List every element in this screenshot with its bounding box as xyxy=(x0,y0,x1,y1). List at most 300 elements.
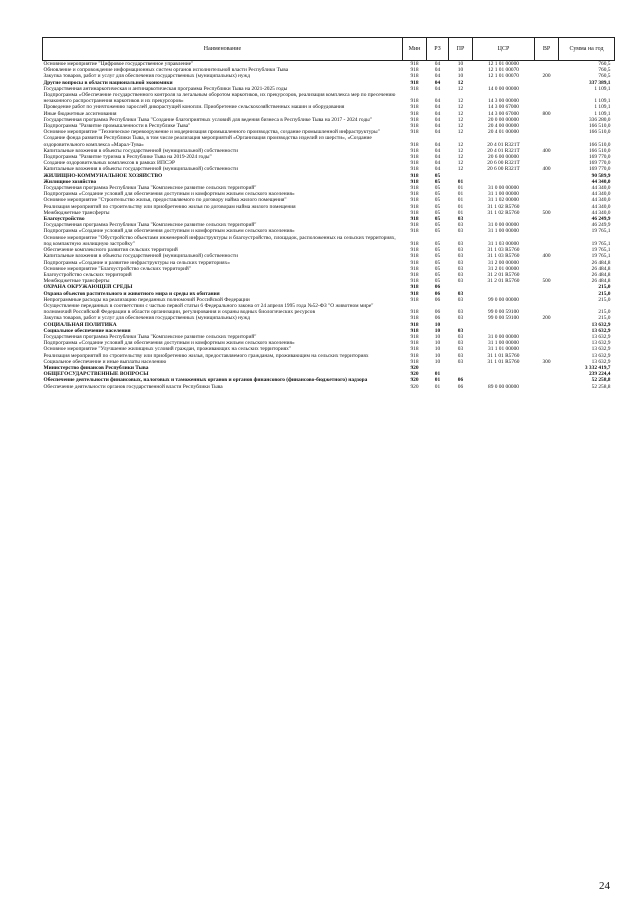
cell-pr: 12 xyxy=(457,141,464,148)
cell-vr xyxy=(535,61,559,68)
cell-min: 918 xyxy=(410,333,419,340)
cell-sum: 1 109,1 xyxy=(594,110,611,117)
header-csr: ЦСР xyxy=(473,38,535,61)
cell-min: 920 xyxy=(410,383,419,390)
cell-min: 918 xyxy=(410,73,419,80)
cell-pr: 03 xyxy=(457,228,464,235)
cell-min: 918 xyxy=(410,98,419,105)
cell-name: Подпрограмма «Создание и развитие инфраструктуры на сельских территориях» xyxy=(43,259,230,266)
cell-sum: 215,0 xyxy=(598,309,611,316)
cell-sum: 13 632,9 xyxy=(591,327,611,334)
cell-sum: 760,5 xyxy=(598,73,611,80)
cell-csr: 14 3 00 67000 xyxy=(488,110,519,117)
cell-min: 918 xyxy=(410,346,419,353)
cell-min: 918 xyxy=(410,166,419,173)
cell-sum: 52 258,8 xyxy=(591,383,611,390)
cell-csr: 20 6 00 00000 xyxy=(488,154,519,161)
cell-name: Непрограммные расходы на реализацию переданных полномочий Российской Федерации xyxy=(43,296,250,303)
cell-pr: 12 xyxy=(457,129,464,136)
cell-sum: 46 249,9 xyxy=(591,216,611,223)
cell-rz: 06 xyxy=(434,284,441,291)
cell-sum: 336 280,0 xyxy=(588,116,611,123)
cell-pr: 12 xyxy=(457,147,464,154)
cell-name: Подпрограмма «Создание условий для обеспечения доступным и комфортным жильем сельского населения» xyxy=(43,340,295,347)
cell-name: ЖИЛИЩНО-КОММУНАЛЬНОЕ ХОЗЯЙСТВО xyxy=(43,172,163,179)
cell-csr: 99 0 00 59100 xyxy=(488,309,519,316)
cell-min: 918 xyxy=(410,104,419,111)
cell-min: 918 xyxy=(410,321,419,328)
cell-min: 918 xyxy=(410,185,419,192)
page-number: 24 xyxy=(599,880,610,892)
cell-pr: 12 xyxy=(457,166,464,173)
cell-rz: 04 xyxy=(434,141,441,148)
cell-pr: 03 xyxy=(457,290,464,297)
cell-min: 918 xyxy=(410,327,419,334)
cell-name: ОБЩЕГОСУДАРСТВЕННЫЕ ВОПРОСЫ xyxy=(43,371,149,378)
cell-min: 918 xyxy=(410,110,419,117)
cell-pr: 03 xyxy=(457,327,464,334)
cell-min: 920 xyxy=(410,371,419,378)
cell-min: 918 xyxy=(410,309,419,316)
cell-csr: 31 1 01 R5760 xyxy=(487,352,520,359)
cell-pr: 12 xyxy=(457,98,464,105)
table-row xyxy=(43,61,615,68)
cell-min: 918 xyxy=(410,147,419,154)
cell-pr: 01 xyxy=(457,209,464,216)
cell-sum: 13 632,9 xyxy=(591,340,611,347)
cell-rz: 10 xyxy=(434,340,441,347)
cell-min: 920 xyxy=(410,364,419,371)
cell-min: 918 xyxy=(410,340,419,347)
cell-name: Закупка товаров, работ и услуг для обеспечения государственных (муниципальных) нужд xyxy=(43,73,251,80)
cell-min: 918 xyxy=(410,129,419,136)
cell-sum: 169 770,0 xyxy=(588,154,611,161)
cell-pr: 03 xyxy=(457,315,464,322)
cell-sum: 19 765,1 xyxy=(591,253,611,260)
cell-rz: 05 xyxy=(434,172,441,179)
cell-pr: 03 xyxy=(457,259,464,266)
cell-name: Основное мероприятие "Благоустройство сельских территорий" xyxy=(43,265,191,272)
cell-pr: 03 xyxy=(457,253,464,260)
cell-csr: 31 2 01 R5760 xyxy=(487,278,520,285)
cell-rz: 05 xyxy=(434,228,441,235)
cell-csr: 99 0 00 59100 xyxy=(488,315,519,322)
cell-name: Охрана объектов растительного и животного мира и среды их обитания xyxy=(43,290,220,297)
cell-pr: 03 xyxy=(457,296,464,303)
cell-min: 918 xyxy=(410,67,419,74)
cell-pr: 12 xyxy=(457,79,464,86)
cell-min: 918 xyxy=(410,358,419,365)
cell-name: Министерство финансов Республики Тыва xyxy=(43,364,149,371)
header-name: Наименование xyxy=(43,38,403,61)
cell-min: 918 xyxy=(410,85,419,92)
cell-csr: 31 1 03 R5760 xyxy=(487,247,520,254)
cell-rz: 04 xyxy=(434,73,441,80)
cell-pr: 03 xyxy=(457,222,464,229)
cell-name: Обновление и сопровождение информационных систем органов исполнительной власти Республики Тыва xyxy=(43,67,289,74)
cell-sum: 90 589,9 xyxy=(591,172,611,179)
cell-pr: 06 xyxy=(457,377,464,384)
cell-sum: 44 340,0 xyxy=(591,191,611,198)
cell-pr: 03 xyxy=(457,333,464,340)
cell-min: 918 xyxy=(410,116,419,123)
cell-vr xyxy=(535,135,559,147)
cell-csr: 14 3 00 00000 xyxy=(488,98,519,105)
cell-rz: 04 xyxy=(434,110,441,117)
cell-csr: 31 0 00 00000 xyxy=(488,333,519,340)
cell-csr: 12 1 01 00000 xyxy=(488,61,519,67)
cell-csr: 31 1 00 00000 xyxy=(488,340,519,347)
cell-rz: 10 xyxy=(434,321,441,328)
cell-rz: 04 xyxy=(434,154,441,161)
cell-sum: 1 109,1 xyxy=(594,104,611,111)
cell-min: 918 xyxy=(410,141,419,148)
cell-rz: 04 xyxy=(434,123,441,130)
cell-name: Обеспечение деятельности органов государственной власти Республики Тыва xyxy=(43,383,223,390)
cell-rz: 06 xyxy=(434,290,441,297)
cell-csr: 89 0 00 00000 xyxy=(488,383,519,390)
cell-rz: 05 xyxy=(434,185,441,192)
cell-csr: 20 6 00 R321T xyxy=(487,166,520,173)
cell-sum: 19 765,1 xyxy=(591,247,611,254)
cell-min: 918 xyxy=(410,197,419,204)
cell-name: Основное мероприятие "Обустройство объектами инженерной инфраструктуры и благоустройство, площадок, расположенных на сельских территориях, под компактную жилищную застройку" xyxy=(43,234,396,247)
cell-rz: 10 xyxy=(434,358,441,365)
cell-name: Социальное обеспечение населения xyxy=(43,327,131,334)
cell-vr: 400 xyxy=(542,147,551,154)
cell-min: 918 xyxy=(410,240,419,247)
cell-sum: 44 340,0 xyxy=(591,203,611,210)
cell-csr: 20 6 00 R321T xyxy=(487,160,520,167)
budget-table-container xyxy=(42,37,614,390)
cell-sum: 166 510,0 xyxy=(588,141,611,148)
cell-name: Капитальные вложения в объекты государственной (муниципальной) собственности xyxy=(43,166,238,173)
cell-pr: 03 xyxy=(457,247,464,254)
cell-pr: 01 xyxy=(457,191,464,198)
cell-rz: 04 xyxy=(434,104,441,111)
cell-rz: 05 xyxy=(434,209,441,216)
cell-rz: 10 xyxy=(434,352,441,359)
cell-pr: 12 xyxy=(457,110,464,117)
cell-pr: 12 xyxy=(457,123,464,130)
cell-rz: 01 xyxy=(434,377,441,384)
cell-pr: 12 xyxy=(457,104,464,111)
cell-sum: 13 632,9 xyxy=(591,321,611,328)
cell-name: Создание оздоровительных комплексов в рамках ИПСЭР xyxy=(43,160,175,167)
cell-sum: 166 510,0 xyxy=(588,129,611,136)
cell-min: 918 xyxy=(410,296,419,303)
table-row xyxy=(43,92,615,104)
cell-sum: 26 484,8 xyxy=(591,278,611,285)
cell-rz: 04 xyxy=(434,129,441,136)
cell-min: 918 xyxy=(410,271,419,278)
cell-rz: 06 xyxy=(434,309,441,316)
cell-sum: 166 510,0 xyxy=(588,147,611,154)
cell-csr: 20 4 01 R321T xyxy=(487,141,520,148)
cell-name: Жилищное хозяйство xyxy=(43,178,97,185)
cell-vr: 200 xyxy=(542,73,551,80)
table-row xyxy=(43,135,615,147)
cell-rz: 10 xyxy=(434,346,441,353)
cell-vr: 200 xyxy=(542,315,551,322)
cell-sum: 44 340,0 xyxy=(591,178,611,185)
cell-min: 918 xyxy=(410,315,419,322)
cell-pr: 01 xyxy=(457,197,464,204)
cell-pr: 03 xyxy=(457,352,464,359)
cell-sum: 13 632,9 xyxy=(591,352,611,359)
cell-pr: 10 xyxy=(457,61,464,67)
cell-rz: 04 xyxy=(434,147,441,154)
cell-name: Государственная программа Республики Тыва "Комплексное развитие сельских территорий" xyxy=(43,185,257,192)
cell-rz: 04 xyxy=(434,116,441,123)
cell-min: 918 xyxy=(410,123,419,130)
cell-csr: 14 0 00 00000 xyxy=(488,85,519,92)
cell-min: 918 xyxy=(410,61,419,67)
cell-name: Подпрограмма «Обеспечение государственного контроля за легальным оборотом наркотиков, их прекурсоров, реализация комплекса мер по пресечению незаконного распространения наркотиков и их прекурсоров» xyxy=(43,92,396,105)
cell-sum: 1 109,1 xyxy=(594,98,611,105)
cell-sum: 215,0 xyxy=(598,315,611,322)
cell-name: Другие вопросы в области национальной экономики xyxy=(43,79,173,86)
cell-sum: 26 484,8 xyxy=(591,271,611,278)
cell-pr: 12 xyxy=(457,85,464,92)
cell-pr: 03 xyxy=(457,265,464,272)
cell-rz: 05 xyxy=(434,247,441,254)
cell-rz: 05 xyxy=(434,259,441,266)
cell-min: 918 xyxy=(410,79,419,86)
cell-name: Межбюджетные трансферты xyxy=(43,209,110,216)
cell-min: 918 xyxy=(410,191,419,198)
cell-min: 918 xyxy=(410,178,419,185)
cell-vr xyxy=(535,303,559,315)
cell-sum: 13 632,9 xyxy=(591,333,611,340)
cell-vr xyxy=(535,384,559,390)
cell-pr: 01 xyxy=(457,185,464,192)
cell-csr: 31 0 00 00000 xyxy=(488,185,519,192)
cell-sum: 13 632,9 xyxy=(591,358,611,365)
cell-rz: 04 xyxy=(434,85,441,92)
cell-sum: 169 770,0 xyxy=(588,160,611,167)
cell-pr: 12 xyxy=(457,160,464,167)
cell-name: Создание фонда развития Республики Тыва, в том числе реализация мероприятий «Организация производства изделий из шерсти», «Создание оздоровительного комплекса «Марал-Тува» xyxy=(43,135,372,148)
cell-name: Государственная антинаркотическая и антинаркотическая программа Республики Тыва на 2021-2025 годы xyxy=(43,85,288,92)
cell-rz: 05 xyxy=(434,253,441,260)
cell-rz: 01 xyxy=(434,371,441,378)
header-sum: Сумма на год xyxy=(559,38,615,61)
cell-rz: 05 xyxy=(434,271,441,278)
cell-name: ОХРАНА ОКРУЖАЮЩЕЙ СРЕДЫ xyxy=(43,284,133,291)
cell-pr: 03 xyxy=(457,346,464,353)
cell-sum: 337 389,1 xyxy=(588,79,611,86)
cell-name: Обеспечение комплексного развития сельских территорий xyxy=(43,247,178,254)
cell-rz: 06 xyxy=(434,296,441,303)
cell-min: 918 xyxy=(410,265,419,272)
cell-rz: 05 xyxy=(434,278,441,285)
cell-name: Основное мероприятие "Техническое перевооружение и модернизация промышленного производства, создание промышленной инфраструктуры" xyxy=(43,129,380,136)
cell-sum: 26 484,8 xyxy=(591,265,611,272)
cell-vr: 800 xyxy=(542,110,551,117)
cell-sum: 44 340,0 xyxy=(591,185,611,192)
cell-sum: 46 249,9 xyxy=(591,222,611,229)
cell-pr: 01 xyxy=(457,203,464,210)
cell-vr xyxy=(535,235,559,247)
cell-csr: 31 1 01 00000 xyxy=(488,346,519,353)
cell-min: 918 xyxy=(410,290,419,297)
cell-min: 918 xyxy=(410,247,419,254)
cell-pr: 12 xyxy=(457,116,464,123)
cell-name: Социальное обеспечение и иные выплаты населению xyxy=(43,358,167,365)
cell-name: Осуществление переданных в соответствии с частью первой статьи 6 Федерального закона от 24 апреля 1995 года №52-ФЗ "О животном мире" полномочий Российской Федерации в области организации, регулирования и охраны водных биологических ресурсов xyxy=(43,302,374,316)
cell-pr: 03 xyxy=(457,309,464,316)
cell-min: 918 xyxy=(410,216,419,223)
cell-min: 918 xyxy=(410,253,419,260)
cell-rz: 04 xyxy=(434,98,441,105)
cell-vr xyxy=(535,92,559,104)
cell-name: Капитальные вложения в объекты государственной (муниципальной) собственности xyxy=(43,253,238,260)
cell-rz: 06 xyxy=(434,315,441,322)
cell-rz: 05 xyxy=(434,240,441,247)
cell-pr: 03 xyxy=(457,340,464,347)
cell-rz: 05 xyxy=(434,178,441,185)
cell-csr: 31 2 01 R5760 xyxy=(487,271,520,278)
cell-min: 918 xyxy=(410,284,419,291)
cell-rz: 10 xyxy=(434,333,441,340)
cell-name: Межбюджетные трансферты xyxy=(43,278,110,285)
cell-name: Подпрограмма "Развитие туризма в Республике Тыва на 2019-2024 годы" xyxy=(43,154,212,161)
cell-name: Подпрограмма «Создание условий для обеспечения доступным и комфортным жильем сельского населения» xyxy=(43,191,295,198)
cell-sum: 19 765,1 xyxy=(591,228,611,235)
cell-sum: 3 332 419,7 xyxy=(584,364,611,371)
cell-name: Реализация мероприятий по строительству или приобретению жилья, предоставляемого гражданам, проживающим на сельских территориях xyxy=(43,352,369,359)
cell-csr: 12 1 01 00070 xyxy=(488,67,519,74)
cell-min: 918 xyxy=(410,172,419,179)
cell-sum: 215,0 xyxy=(598,290,611,297)
cell-min: 918 xyxy=(410,154,419,161)
cell-rz: 01 xyxy=(434,383,441,390)
cell-csr: 31 1 02 R5760 xyxy=(487,203,520,210)
cell-csr: 31 2 01 00000 xyxy=(488,265,519,272)
cell-sum: 215,0 xyxy=(598,284,611,291)
cell-min: 918 xyxy=(410,228,419,235)
cell-sum: 52 258,8 xyxy=(591,377,611,384)
cell-csr: 14 3 00 67000 xyxy=(488,104,519,111)
cell-rz: 05 xyxy=(434,216,441,223)
cell-name: Капитальные вложения в объекты государственной (муниципальной) собственности xyxy=(43,147,238,154)
budget-table xyxy=(42,37,615,390)
cell-sum: 19 765,1 xyxy=(591,240,611,247)
cell-sum: 760,5 xyxy=(598,61,611,67)
cell-rz: 04 xyxy=(434,160,441,167)
cell-pr: 03 xyxy=(457,216,464,223)
cell-pr: 03 xyxy=(457,240,464,247)
cell-csr: 31 1 03 00000 xyxy=(488,240,519,247)
cell-name: Иные бюджетные ассигнования xyxy=(43,110,117,117)
cell-csr: 31 2 00 00000 xyxy=(488,259,519,266)
cell-sum: 13 632,9 xyxy=(591,346,611,353)
cell-rz: 04 xyxy=(434,61,441,67)
cell-rz: 04 xyxy=(434,67,441,74)
table-header-row xyxy=(43,38,615,61)
cell-csr: 20 4 01 00000 xyxy=(488,129,519,136)
cell-name: Закупка товаров, работ и услуг для обеспечения государственных (муниципальных) нужд xyxy=(43,315,251,322)
table-row xyxy=(43,235,615,247)
cell-min: 918 xyxy=(410,203,419,210)
cell-rz: 04 xyxy=(434,166,441,173)
cell-sum: 760,5 xyxy=(598,67,611,74)
cell-rz: 04 xyxy=(434,79,441,86)
cell-name: Государственная программа Республики Тыва "Комплексное развитие сельских территорий" xyxy=(43,222,257,229)
cell-min: 918 xyxy=(410,209,419,216)
cell-pr: 06 xyxy=(457,383,464,390)
cell-pr: 01 xyxy=(457,178,464,185)
cell-name: Реализация мероприятий по строительству или приобретению жилья по договорам найма жилого помещения xyxy=(43,203,296,210)
cell-pr: 03 xyxy=(457,358,464,365)
cell-rz: 05 xyxy=(434,265,441,272)
cell-csr: 20 4 00 00000 xyxy=(488,123,519,130)
cell-min: 918 xyxy=(410,278,419,285)
cell-name: СОЦИАЛЬНАЯ ПОЛИТИКА xyxy=(43,321,117,328)
cell-csr: 31 1 02 R5760 xyxy=(487,209,520,216)
cell-pr: 12 xyxy=(457,154,464,161)
header-rz: РЗ xyxy=(427,38,449,61)
table-row xyxy=(43,384,615,390)
cell-sum: 44 340,0 xyxy=(591,209,611,216)
cell-pr: 10 xyxy=(457,73,464,80)
cell-rz: 05 xyxy=(434,222,441,229)
cell-name: Подпрограмма «Создание условий для обеспечения доступным и комфортным жильем сельского населения» xyxy=(43,228,295,235)
cell-csr: 31 0 00 00000 xyxy=(488,222,519,229)
cell-vr: 400 xyxy=(542,253,551,260)
cell-min: 918 xyxy=(410,160,419,167)
cell-sum: 44 340,0 xyxy=(591,197,611,204)
cell-name: Обеспечение деятельности финансовых, налоговых и таможенных органов и органов финансового (финансово-бюджетного) надзора xyxy=(43,377,368,384)
cell-vr: 500 xyxy=(542,209,551,216)
cell-name: Благоустройство сельских территорий xyxy=(43,271,132,278)
cell-rz: 05 xyxy=(434,197,441,204)
header-min: Мин xyxy=(403,38,427,61)
cell-csr: 99 0 00 00000 xyxy=(488,296,519,303)
cell-csr: 12 1 01 00070 xyxy=(488,73,519,80)
cell-csr: 31 1 00 00000 xyxy=(488,191,519,198)
cell-name: Государственная программа Республики Тыва "Создание благоприятных условий для ведения бизнеса в Республике Тыва на 2017 - 2024 годы" xyxy=(43,116,373,123)
header-vr: ВР xyxy=(535,38,559,61)
cell-min: 918 xyxy=(410,222,419,229)
cell-name: Проведение работ по уничтожению зарослей дикорастущей конопли. Приобретение сельскохозяйственных машин и оборудования xyxy=(43,104,345,111)
cell-pr: 03 xyxy=(457,271,464,278)
cell-name: Основное мероприятие "Цифровое государственное управление" xyxy=(43,61,194,67)
cell-name: Благоустройство xyxy=(43,216,85,223)
cell-sum: 215,0 xyxy=(598,296,611,303)
cell-rz: 10 xyxy=(434,327,441,334)
cell-csr: 31 1 00 00000 xyxy=(488,228,519,235)
cell-rz: 05 xyxy=(434,191,441,198)
cell-sum: 1 109,1 xyxy=(594,85,611,92)
cell-min: 918 xyxy=(410,259,419,266)
cell-csr: 31 1 01 R5760 xyxy=(487,358,520,365)
cell-min: 920 xyxy=(410,377,419,384)
cell-vr: 500 xyxy=(542,278,551,285)
cell-csr: 31 1 03 R5760 xyxy=(487,253,520,260)
cell-name: Основное мероприятие "Улучшение жилищных условий граждан, проживающих на сельских территориях" xyxy=(43,346,291,353)
cell-min: 918 xyxy=(410,352,419,359)
cell-sum: 26 484,8 xyxy=(591,259,611,266)
cell-name: Государственная программа Республики Тыва "Комплексное развитие сельских территорий" xyxy=(43,333,257,340)
cell-vr: 300 xyxy=(542,358,551,365)
header-pr: ПР xyxy=(449,38,473,61)
cell-sum: 166 510,0 xyxy=(588,123,611,130)
table-row xyxy=(43,303,615,315)
cell-sum: 239 224,4 xyxy=(588,371,611,378)
cell-name: Подпрограмма "Развитие промышленности в Республике Тыва" xyxy=(43,123,191,130)
